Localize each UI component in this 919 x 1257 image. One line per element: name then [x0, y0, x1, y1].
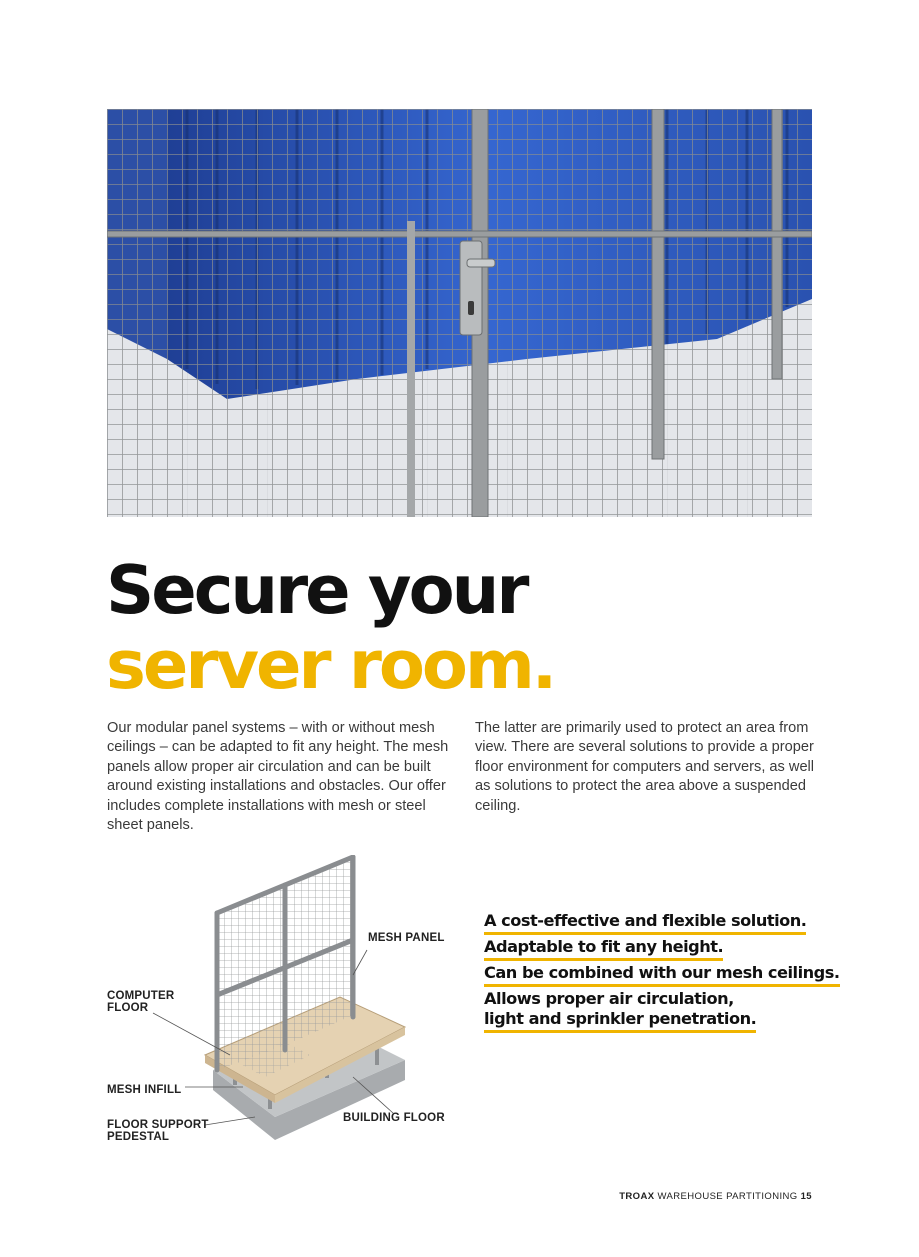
label-computer-floor: COMPUTER FLOOR — [107, 990, 175, 1014]
label-mesh-infill: MESH INFILL — [107, 1084, 182, 1096]
page-number: 15 — [800, 1191, 812, 1202]
benefit-item: A cost-effective and flexible solution. — [484, 911, 806, 935]
page-title — [106, 553, 554, 703]
page-footer — [619, 1191, 812, 1202]
server-room-photo — [107, 109, 812, 517]
benefit-item: Adaptable to fit any height. — [484, 937, 723, 961]
benefit-item: Allows proper air circulation, light and sprinkler penetration. — [484, 989, 756, 1033]
title-line-1: Secure your — [106, 551, 527, 629]
label-building-floor: BUILDING FLOOR — [343, 1112, 445, 1124]
benefit-item: Can be combined with our mesh ceilings. — [484, 963, 840, 987]
partition-diagram — [105, 855, 455, 1145]
footer-section: WAREHOUSE PARTITIONING — [657, 1191, 798, 1202]
footer-brand: TROAX — [619, 1191, 655, 1202]
body-paragraph-right: The latter are primarily used to protect an area from view. There are several solutions to provide a proper floor environment for computers and servers, as well as solutions to protect the area above a suspended ceiling. — [475, 720, 815, 814]
body-paragraph-left: Our modular panel systems – with or without mesh ceilings – can be adapted to fit any height. The mesh panels allow proper air circulation and can be built around existing installations and obstacles. Our offer includes complete installations with mesh or steel sheet panels. — [107, 720, 449, 834]
label-floor-support-pedestal: FLOOR SUPPORT PEDESTAL — [107, 1119, 209, 1143]
benefits-list — [484, 911, 840, 1035]
label-mesh-panel: MESH PANEL — [368, 932, 445, 944]
server-room-illustration — [107, 109, 812, 517]
title-line-2: server room. — [106, 626, 555, 704]
